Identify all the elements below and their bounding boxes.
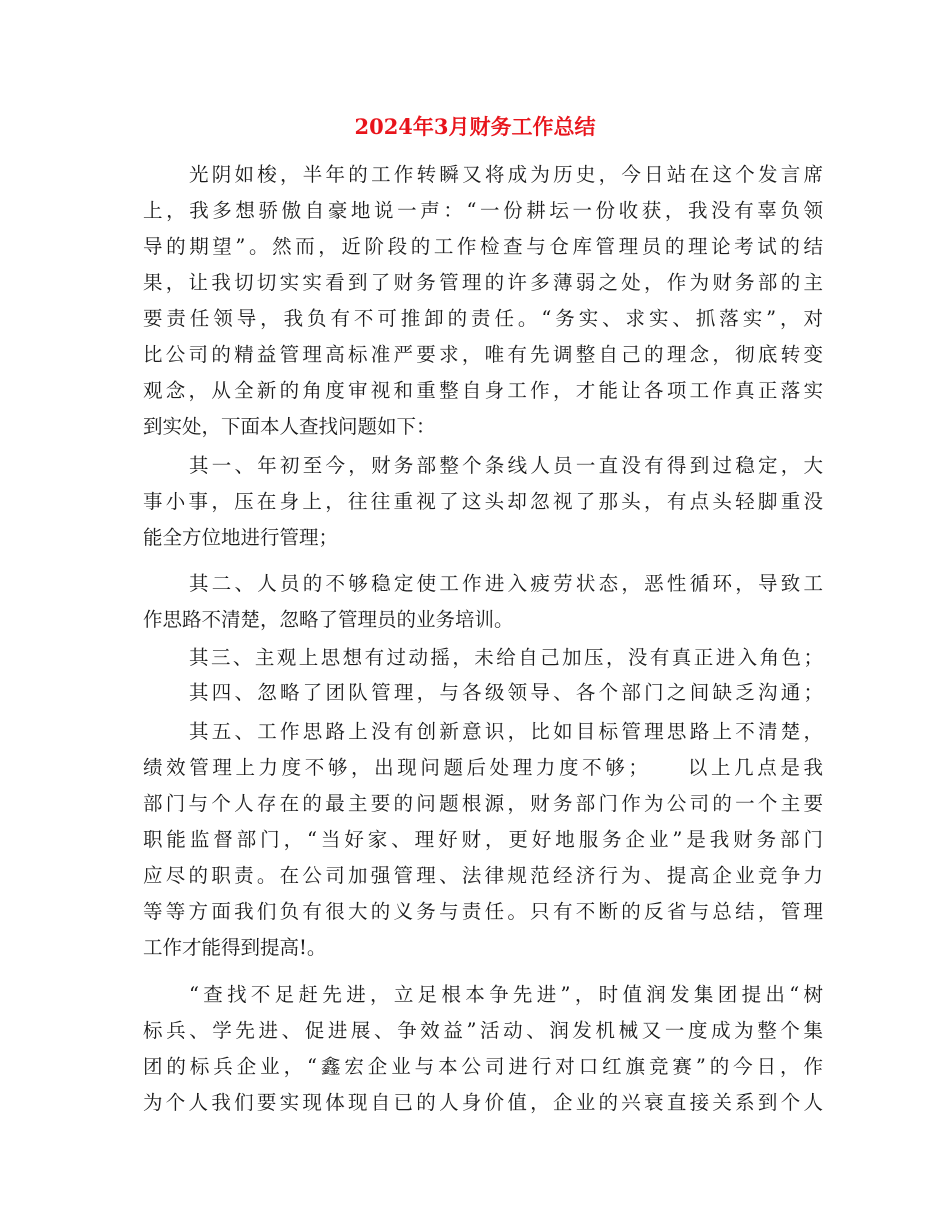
paragraph-line: 团的标兵企业，“鑫宏企业与本公司进行对口红旗竞赛”的今日，作 [143, 1055, 823, 1078]
paragraph-line: 应尽的职责。在公司加强管理、法律规范经济行为、提高企业竞争力 [143, 864, 823, 887]
paragraph-line: 标兵、学先进、促进展、争效益”活动、润发机械又一度成为整个集 [143, 1019, 823, 1042]
paragraph-line: 为个人我们要实现体现自已的人身价值，企业的兴衰直接关系到个人 [143, 1091, 823, 1114]
paragraph-line: 能全方位地进行管理； [143, 526, 339, 549]
paragraph-line: 其五、工作思路上没有创新意识，比如目标管理思路上不清楚， [189, 720, 823, 743]
paragraph-line: 到实处，下面本人查找问题如下： [143, 415, 436, 438]
paragraph-line: 作思路不清楚，忽略了管理员的业务培训。 [143, 608, 514, 631]
paragraph-line: 职能监督部门，“当好家、理好财，更好地服务企业”是我财务部门 [143, 828, 823, 851]
paragraph-line: 观念，从全新的角度审视和重整自身工作，才能让各项工作真正落实 [143, 379, 823, 402]
paragraph-line: 绩效管理上力度不够，出现问题后处理力度不够； 以上几点是我 [143, 756, 823, 779]
paragraph-line: 其二、人员的不够稳定使工作进入疲劳状态，恶性循环，导致工 [189, 572, 823, 595]
paragraph-line: 比公司的精益管理高标准严要求，唯有先调整自己的理念，彻底转变 [143, 343, 823, 366]
paragraph-line: 上，我多想骄傲自豪地说一声：“一份耕坛一份收获，我没有辜负领 [143, 199, 823, 222]
paragraph-line: 工作才能得到提高!。 [143, 936, 327, 959]
paragraph-line: 等等方面我们负有很大的义务与责任。只有不断的反省与总结，管理 [143, 900, 823, 923]
paragraph-line: 事小事，压在身上，往往重视了这头却忽视了那头，有点头轻脚重没 [143, 490, 823, 513]
paragraph-line: 其四、忽略了团队管理，与各级领导、各个部门之间缺乏沟通； [189, 681, 823, 704]
paragraph-line: 其一、年初至今，财务部整个条线人员一直没有得到过稳定，大 [189, 454, 823, 477]
paragraph-line: 部门与个人存在的最主要的问题根源，财务部门作为公司的一个主要 [143, 792, 823, 815]
paragraph-line: 果，让我切切实实看到了财务管理的许多薄弱之处，作为财务部的主 [143, 271, 823, 294]
paragraph-line: “查找不足赶先进，立足根本争先进”，时值润发集团提出“树 [189, 983, 823, 1006]
document-title: 2024年3月财务工作总结 [354, 114, 596, 139]
paragraph-line: 要责任领导，我负有不可推卸的责任。“务实、求实、抓落实”，对 [143, 307, 823, 330]
paragraph-line: 导的期望”。然而，近阶段的工作检查与仓库管理员的理论考试的结 [143, 235, 823, 258]
paragraph-line: 其三、主观上思想有过动摇，未给自己加压，没有真正进入角色； [189, 646, 823, 669]
paragraph-line: 光阴如梭，半年的工作转瞬又将成为历史，今日站在这个发言席 [189, 163, 823, 186]
